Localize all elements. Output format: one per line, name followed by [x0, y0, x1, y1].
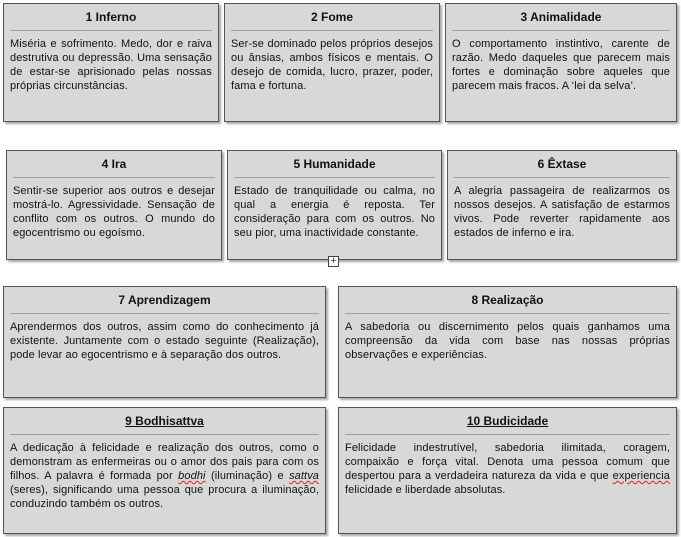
card-text: A dedicação à felicidade e realização dos outros, como o demonstram as enfermeiras ou o amor dos pais para com os filhos. A palavra é formada por bodhi (iluminação) e sattva (seres), significando uma pessoa que procura a iluminação, conduzindo também os outros.: [10, 442, 320, 510]
card-text: Sentir-se superior aos outros e desejar mostrá-lo. Agressividade. Sensação de conflito com os outros. O mundo do egocentrismo ou egoísmo.: [13, 185, 215, 239]
card-title: 8 Realização: [471, 293, 544, 307]
card-text: A sabedoria ou discernimento pelos quais ganhamos uma compreensão da vida com base nas nossas próprias observações e experiências.: [345, 321, 670, 361]
divider: [234, 177, 435, 178]
term-sattva: sattva: [289, 470, 320, 482]
card-title: 5 Humanidade: [293, 157, 376, 171]
card-humanidade: [227, 150, 442, 260]
card-extase: [447, 150, 677, 260]
card-text: O comportamento instintivo, carente de razão. Medo daqueles que parecem mais fortes e dominação sobre aqueles que parecem mais fracos. A ‘lei da selva’.: [452, 38, 670, 92]
divider: [10, 434, 319, 435]
card-title: 3 Animalidade: [520, 10, 602, 24]
card-text: Miséria e sofrimento. Medo, dor e raiva destrutiva ou depressão. Uma sensação de estar-se aprisionado pelas nossas próprias circunstâncias.: [10, 38, 212, 92]
card-title: 6 Êxtase: [537, 157, 587, 171]
card-text: Estado de tranquilidade ou calma, no qual a energia é reposta. Ter consideração para com os outros. No seu pior, uma inactividade constante.: [234, 185, 435, 239]
card-title: 4 Ira: [101, 157, 127, 171]
divider: [345, 434, 670, 435]
card-realizacao: [338, 286, 677, 398]
card-fome: [224, 3, 440, 122]
term-experiencia: experiencia: [612, 470, 670, 482]
term-bodhi: bodhi: [178, 470, 206, 482]
divider: [454, 177, 670, 178]
card-title: 7 Aprendizagem: [118, 293, 211, 307]
card-text: Aprendermos dos outros, assim como do conhecimento já existente. Juntamente com o estado seguinte (Realização), pode levar ao egocentrismo e à separação dos outros.: [10, 321, 319, 361]
card-title: 1 Inferno: [85, 10, 137, 24]
card-animalidade: [445, 3, 677, 122]
divider: [13, 177, 215, 178]
card-bodhisattva: [3, 407, 326, 534]
card-title: 9 Bodhisattva: [125, 414, 204, 428]
card-aprendizagem: [3, 286, 326, 398]
card-text: Felicidade indestrutível, sabedoria ilimitada, coragem, compaixão e força vital. Denota uma pessoa comum que despertou para a verdadeira natureza da vida e que experiencia felicidade e liberdade absolutas.: [345, 442, 670, 496]
move-handle-icon[interactable]: +: [329, 256, 338, 266]
divider: [231, 30, 433, 31]
divider: [345, 313, 670, 314]
card-text: A alegria passageira de realizarmos os nossos desejos. A satisfação de estarmos vivos. Pode reverter rapidamente aos estados de inferno e ira.: [454, 185, 670, 239]
card-budicidade: [338, 407, 677, 534]
card-title: 10 Budicidade: [466, 414, 549, 428]
card-ira: [6, 150, 222, 260]
divider: [10, 30, 212, 31]
divider: [452, 30, 670, 31]
card-inferno: [3, 3, 219, 122]
card-text: Ser-se dominado pelos próprios desejos ou ânsias, ambos físicos e mentais. O desejo de comida, lucro, prazer, poder, fama e fortuna.: [231, 38, 433, 92]
divider: [10, 313, 319, 314]
card-title: 2 Fome: [310, 10, 353, 24]
